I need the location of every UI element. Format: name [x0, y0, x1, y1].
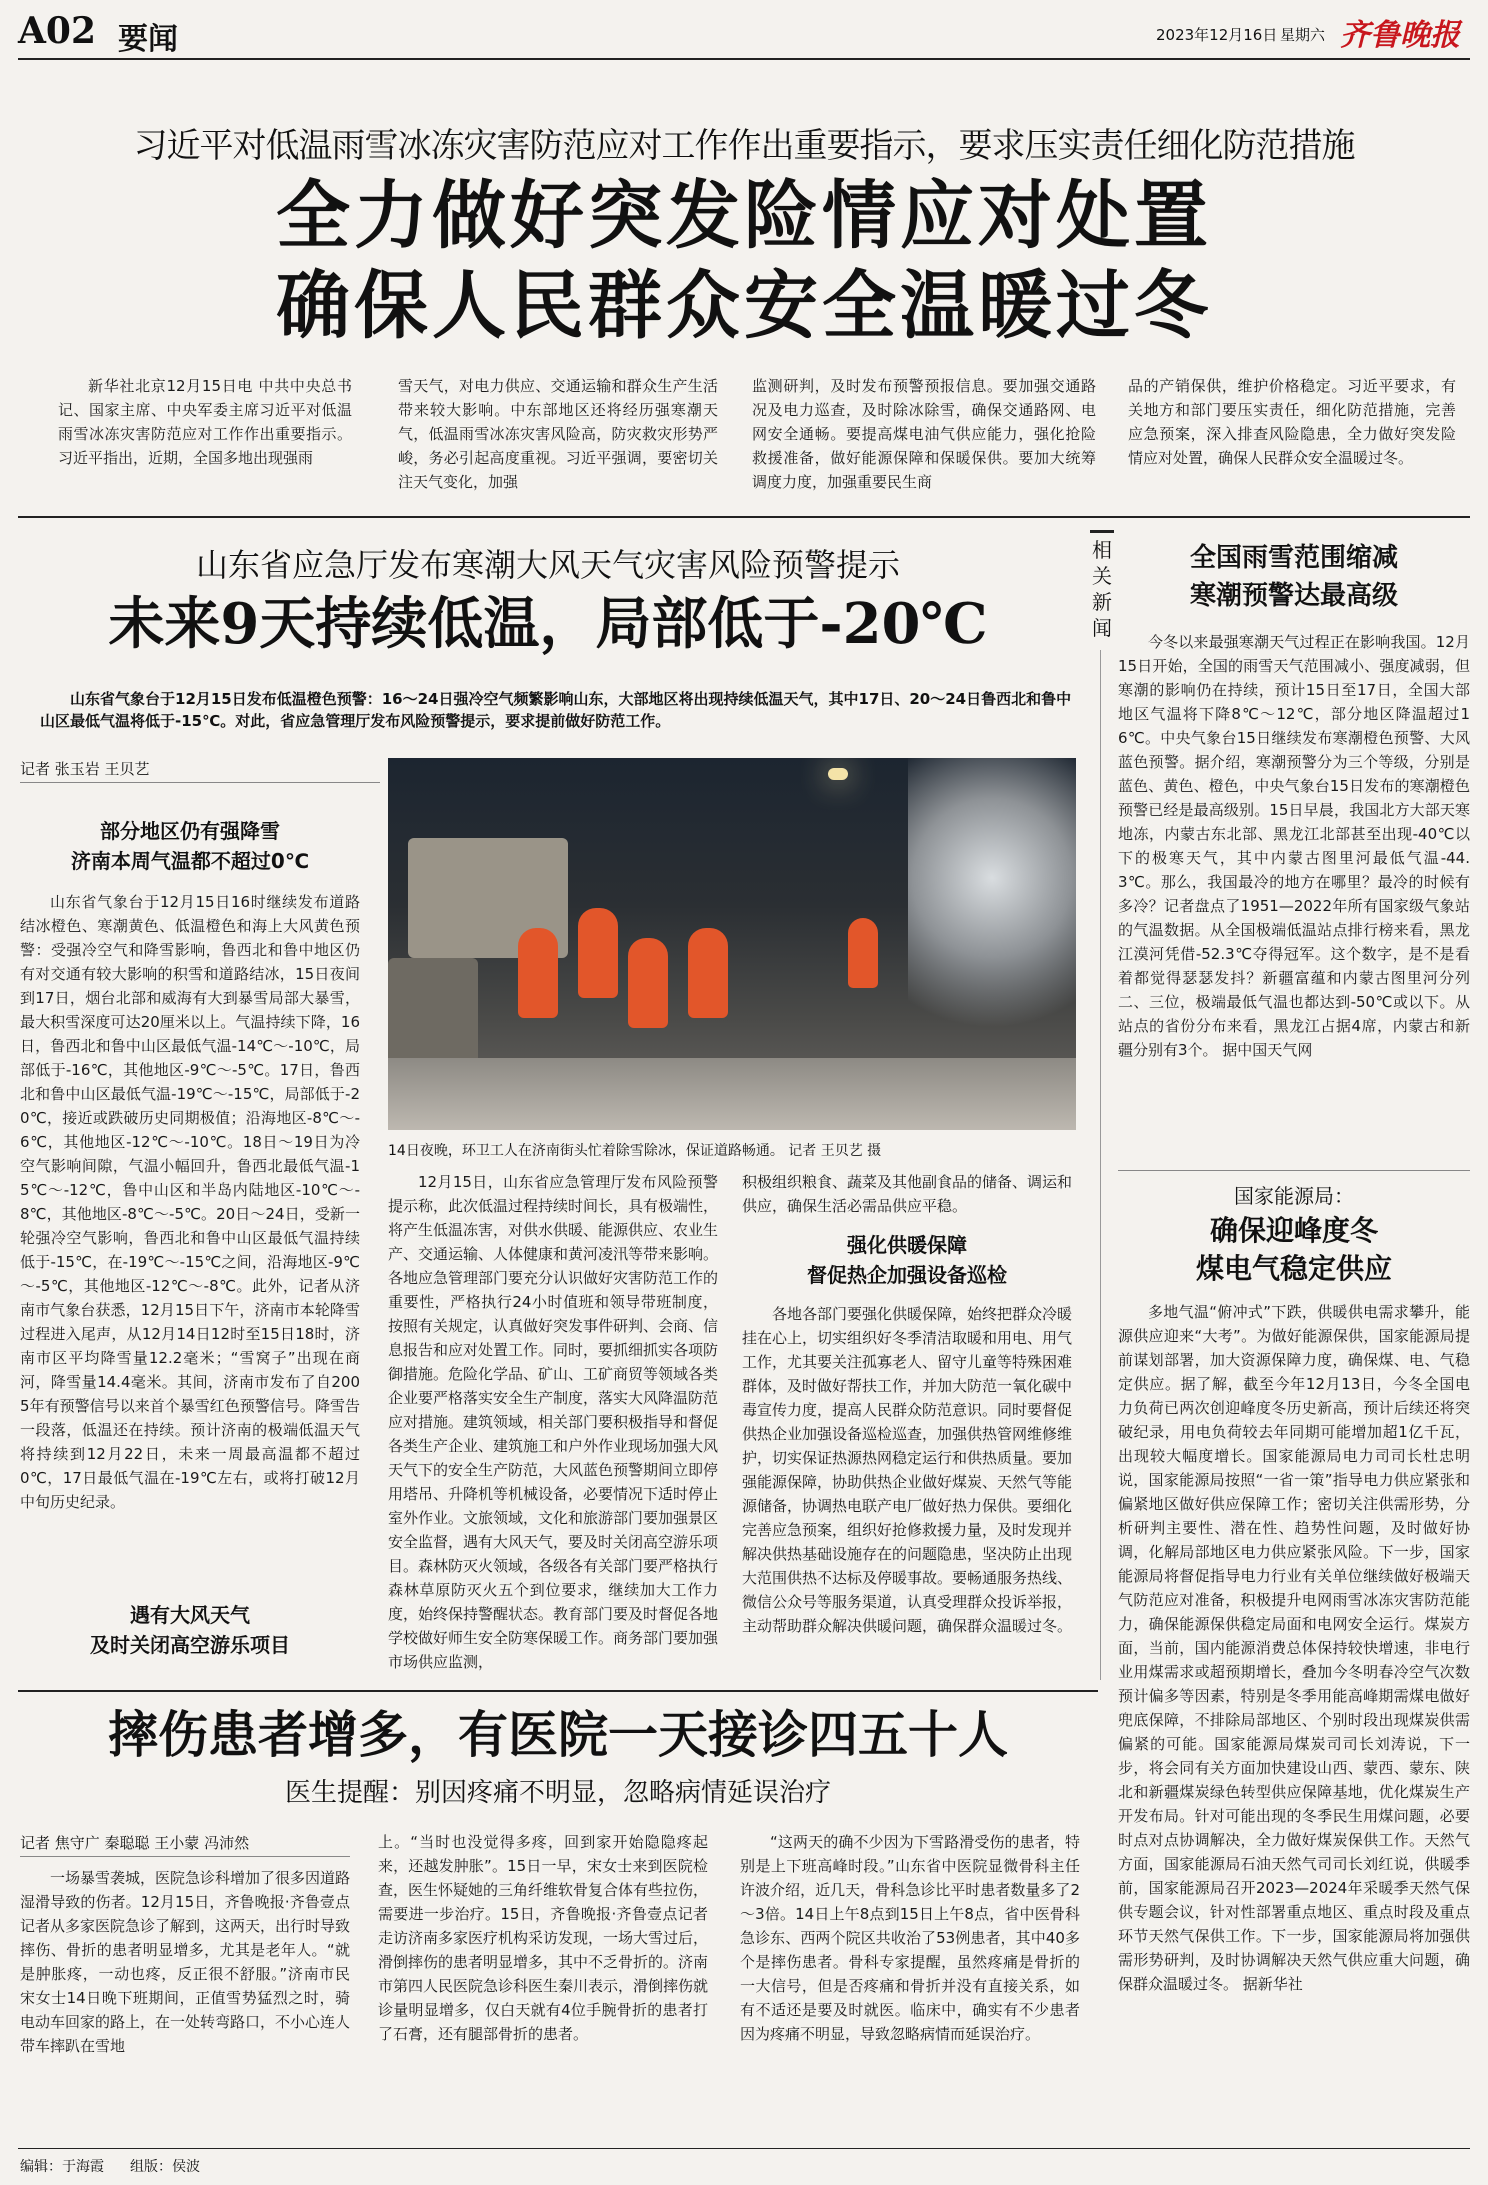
footer-rule: [18, 2148, 1470, 2149]
story2-byline: 记者 张玉岩 王贝艺: [20, 760, 150, 778]
story2-body-3a: 积极组织粮食、蔬菜及其他副食品的储备、调运和供应，确保生活必需品供应平稳。: [742, 1173, 1072, 1215]
photo-worker: [578, 908, 618, 998]
photo-snowy-tree: [908, 758, 1076, 1058]
story3-title: 摔伤患者增多，有医院一天接诊四五十人: [108, 1705, 1008, 1764]
story1-bottom-rule: [18, 516, 1470, 518]
story2-title: 未来9天持续低温，局部低于-20℃: [108, 591, 988, 657]
story3-byline-rule: [20, 1856, 350, 1857]
story3-byline: 记者 焦守广 秦聪聪 王小蒙 冯沛然: [20, 1834, 250, 1852]
story2-body-2: 12月15日，山东省应急管理厅发布风险预警提示称，此次低温过程持续时间长，具有极端性，将产生低温冻害，对供水供暖、能源供应、农业生产、交通运输、人体健康和黄河凌汛等带来影响。各地应急管理部门要充分认识做好灾害防范工作的重要性，严格执行24小时值班和领导带班制度，按照有关规定，认真做好突发事件研判、会商、信息报告和应对处置工作。同时，要抓细抓实各项防御措施。危险化学品、矿山、工矿商贸等领域各类企业要严格落实安全生产制度，落实大风降温防范应对措施。建筑领域，相关部门要积极指导和督促各类生产企业、建筑施工和户外作业现场加强大风天气下的安全生产防范，大风蓝色预警期间立即停用塔吊、升降机等机械设备，必要情况下适时停止室外作业。文旅领域，文化和旅游部门要加强景区安全监督，遇有大风天气，要及时关闭高空游乐项目。森林防灭火领域，各级各有关部门要严格执行森林草原防灭火五个到位要求，继续加大工作力度，始终保持警醒状态。教育部门要及时督促各地学校做好师生安全防寒保暖工作。商务部门要加强市场供应监测，: [388, 1173, 718, 1671]
story2-body-3b: 各地各部门要强化供暖保障，始终把群众冷暖挂在心上，切实组织好冬季清洁取暖和用电、用气工作，尤其要关注孤寡老人、留守儿童等特殊困难群体，及时做好帮扶工作，并加大防范一氧化碳中毒宣传力度，提高人民群众防范意识。同时要督促供热企业加强设备巡检巡查，加强供热管网维修维护，切实保证热源热网稳定运行和供热质量。要加强能源保障，协助供热企业做好煤炭、天然气等能源储备，协调热电联产电厂做好热力保供。要细化完善应急预案，组织好抢修救援力量，及时发现并解决供热基础设施存在的问题隐患，坚决防止出现大范围供热不达标及停暖事故。要畅通服务热线、微信公众号等服务渠道，认真受理群众投诉举报，主动帮助群众解决供暖问题，确保群众温暖过冬。: [742, 1305, 1072, 1635]
sidebar-divider-rule: [1118, 1170, 1470, 1171]
photo-caption: 14日夜晚，环卫工人在济南街头忙着除雪除冰，保证道路畅通。 记者 王贝艺 摄: [388, 1143, 882, 1159]
photo-street-light: [828, 768, 848, 780]
story2-subhead-3a: 强化供暖保障: [847, 1233, 967, 1257]
photo-snowy-road: [388, 1058, 1076, 1130]
sidebar-news1-body: 今冬以来最强寒潮天气过程正在影响我国。12月15日开始，全国的雨雪天气范围减小、强度减弱，但寒潮的影响仍在持续，预计15日至17日，全国大部地区气温将下降8℃～12℃，部分地区降温超过16℃。中央气象台15日继续发布寒潮橙色预警、大风蓝色预警。据介绍，寒潮预警分为三个等级，分别是蓝色、黄色、橙色，中央气象台15日发布的寒潮橙色预警已经是最高级别。15日早晨，我国北方大部天寒地冻，内蒙古东北部、黑龙江北部甚至出现-40℃以下的极寒天气，其中内蒙古图里河最低气温-44.3℃。那么，我国最冷的地方在哪里？最冷的时候有多冷？记者盘点了1951—2022年所有国家级气象站的气温数据。从全国极端低温站点排行榜来看，黑龙江漠河凭借-52.3℃夺得冠军。这个数字，是不是看着都觉得瑟瑟发抖？新疆富蕴和内蒙古图里河分列二、三位，极端最低气温也都达到-50℃或以下。从站点的省份分布来看，黑龙江占据4席，内蒙古和新疆分别有3个。 据中国天气网: [1118, 633, 1470, 1059]
sidebar-news1-title-1: 全国雨雪范围缩减: [1189, 543, 1398, 573]
photo-worker: [628, 938, 668, 1028]
story2-subhead-1a: 部分地区仍有强降雪: [100, 819, 280, 843]
photo-worker: [688, 928, 728, 1018]
story1-column-2: 雪天气，对电力供应、交通运输和群众生产生活带来较大影响。中东部地区还将经历强寒潮天气，低温雨雪冰冻灾害风险高，防灾救灾形势严峻，务必引起高度重视。习近平强调，要密切关注天气变化，加强: [398, 377, 718, 491]
story3-top-rule: [18, 1690, 1098, 1692]
story3-subtitle: 医生提醒：别因疼痛不明显，忽略病情延误治疗: [284, 1778, 831, 1808]
story2-lead: 山东省气象台于12月15日发布低温橙色预警：16～24日强冷空气频繁影响山东，大部地区将出现持续低温天气，其中17日、20～24日鲁西北和鲁中山区最低气温将低于-15℃。对此，省应急管理厅发布风险预警提示，要求提前做好防范工作。: [40, 690, 1072, 730]
story2-body-1: 山东省气象台于12月15日16时继续发布道路结冰橙色、寒潮黄色、低温橙色和海上大风黄色预警：受强冷空气和降雪影响，鲁西北和鲁中地区仍有对交通有较大影响的积雪和道路结冰，15日夜间到17日，烟台北部和威海有大到暴雪局部大暴雪，最大积雪深度可达20厘米以上。气温持续下降，16日，鲁西北和鲁中山区最低气温-14℃～-10℃，局部低于-16℃，其他地区-9℃～-5℃。17日，鲁西北和鲁中山区最低气温-19℃～-15℃，局部低于-20℃，接近或跌破历史同期极值；沿海地区-8℃～-6℃，其他地区-12℃～-10℃。18日～19日为冷空气影响间隙，气温小幅回升，鲁西北最低气温-15℃～-12℃，鲁中山区和半岛内陆地区-10℃～-8℃，其他地区-8℃～-5℃。20日～24日，受新一轮强冷空气影响，鲁西北和鲁中山区最低气温持续低于-15℃，在-19℃～-15℃之间，沿海地区-9℃～-5℃，其他地区-12℃～-8℃。此外，记者从济南市气象台获悉，12月15日下午，济南市本轮降雪过程进入尾声，从12月14日12时至15日18时，济南市区平均降雪量12.2毫米；“雪窝子”出现在商河，降雪量14.4毫米。其间，济南市发布了自2005年有预警信号以来首个暴雪红色预警信号。降雪告一段落，低温还在持续。预计济南的极端低温天气将持续到12月22日，未来一周最高温都不超过0℃，17日最低气温在-19℃左右，或将打破12月中旬历史纪录。: [20, 893, 360, 1511]
snow-clearing-photo: [388, 758, 1076, 1130]
section-name: 要闻: [118, 22, 178, 57]
story1-column-3: 监测研判，及时发布预警预报信息。要加强交通路况及电力巡查，及时除冰除雪，确保交通路网、电网安全通畅。要提高煤电油气供应能力，强化抢险救援准备，做好能源保障和保暖保供。要加大统筹调度力度，加强重要民生商: [752, 377, 1096, 491]
issue-date: 2023年12月16日: [1156, 26, 1278, 44]
photo-truck-cab: [388, 958, 478, 1068]
masthead: [18, 10, 1470, 60]
weekday: 星期六: [1280, 26, 1326, 44]
photo-worker: [518, 928, 558, 1018]
story1-title-1: 全力做好突发险情应对处置: [276, 173, 1212, 259]
story2-kicker: 山东省应急厅发布寒潮大风天气灾害风险预警提示: [195, 546, 900, 584]
page-number: A02: [18, 10, 97, 52]
footer-layout: 组版：侯波: [130, 2159, 200, 2175]
story2-subhead-2b: 及时关闭高空游乐项目: [90, 1633, 290, 1657]
masthead-rule: [18, 58, 1470, 60]
story1-kicker: 习近平对低温雨雪冰冻灾害防范应对工作作出重要指示，要求压实责任细化防范措施: [133, 126, 1355, 166]
sidebar-news2-kicker: 国家能源局：: [1234, 1184, 1354, 1208]
sidebar-news2-body: 多地气温“俯冲式”下跌，供暖供电需求攀升，能源供应迎来“大考”。为做好能源保供，国家能源局提前谋划部署，加大资源保障力度，确保煤、电、气稳定供应。据了解，截至今年12月13日，今冬全国电力负荷已两次创迎峰度冬历史新高，预计后续还将突破纪录，用电负荷较去年同期可能增加超1亿千瓦，出现较大幅度增长。国家能源局电力司司长杜忠明说，国家能源局按照“一省一策”指导电力供应紧张和偏紧地区做好供应保障工作；密切关注供需形势，分析研判主要性、潜在性、趋势性问题，及时做好协调，化解局部地区电力供应紧张风险。下一步，国家能源局将督促指导电力行业有关单位继续做好极端天气防范应对准备，积极提升电网雨雪冰冻灾害防范能力，确保能源保供稳定局面和电网安全运行。煤炭方面，当前，国内能源消费总体保持较快增速，非电行业用煤需求或超预期增长，叠加今冬明春冷空气次数预计偏多等因素，特别是冬季用能高峰期需煤电做好兜底保障，不排除局部地区、个别时段出现煤炭供需偏紧的可能。国家能源局煤炭司司长刘涛说，下一步，将会同有关方面加快建设山西、蒙西、蒙东、陕北和新疆煤炭绿色转型供应保障基地，优化煤炭生产开发布局。针对可能出现的冬季民生用煤问题，必要时点对点协调解决，全力做好煤炭保供工作。天然气方面，国家能源局石油天然气司司长刘红说，供暖季前，国家能源局召开2023—2024年采暖季天然气保供专题会议，针对性部署重点地区、重点时段及重点环节天然气保供工作。下一步，国家能源局将加强供需形势研判，及时协调解决天然气供应重大问题，确保群众温暖过冬。 据新华社: [1118, 1303, 1470, 1993]
photo-worker: [848, 918, 878, 988]
sidebar-divider: [1100, 650, 1101, 1680]
story1-title-2: 确保人民群众安全温暖过冬: [276, 263, 1212, 349]
sidebar-news2-title-2: 煤电气稳定供应: [1195, 1252, 1392, 1285]
story2-byline-rule: [20, 782, 380, 783]
story2-subhead-1b: 济南本周气温都不超过0℃: [70, 849, 310, 873]
story2-subhead-3b: 督促热企加强设备巡检: [807, 1263, 1007, 1287]
paper-logo: 齐鲁晚报: [1340, 18, 1460, 53]
story3-column-3: “这两天的确不少因为下雪路滑受伤的患者，特别是上下班高峰时段。”山东省中医院显微骨科主任许波介绍，近几天，骨科急诊比平时患者数量多了2～3倍。14日上午8点到15日上午8点，省中医骨科急诊东、西两个院区共收治了53例患者，其中40多个是摔伤患者。骨科专家提醒，虽然疼痛是骨折的一大信号，但是否疼痛和骨折并没有直接关系，如有不适还是要及时就医。临床中，确实有不少患者因为疼痛不明显，导致忽略病情而延误治疗。: [740, 1833, 1080, 2043]
story1-column-1: 新华社北京12月15日电 中共中央总书记、国家主席、中央军委主席习近平对低温雨雪冰冻灾害防范应对工作作出重要指示。习近平指出，近期，全国多地出现强雨: [58, 377, 352, 467]
story3-column-2: 上。“当时也没觉得多疼，回到家开始隐隐疼起来，还越发肿胀”。15日一早，宋女士来到医院检查，医生怀疑她的三角纤维软骨复合体有些拉伤，需要进一步治疗。15日，齐鲁晚报·齐鲁壹点记者走访济南多家医疗机构采访发现，一场大雪过后，滑倒摔伤的患者明显增多，其中不乏骨折的。济南市第四人民医院急诊科医生秦川表示，滑倒摔伤就诊量明显增多，仅白天就有4位手腕骨折的患者打了石膏，还有腿部骨折的患者。: [378, 1833, 708, 2043]
related-news-tag: 相关新闻: [1090, 530, 1114, 641]
footer-editor: 编辑：于海霞: [20, 2159, 104, 2175]
sidebar-news2-title-1: 确保迎峰度冬: [1209, 1214, 1378, 1247]
story1-column-4: 品的产销保供，维护价格稳定。习近平要求，有关地方和部门要压实责任，细化防范措施，完善应急预案，深入排查风险隐患，全力做好突发险情应对处置，确保人民群众安全温暖过冬。: [1128, 377, 1456, 467]
sidebar-news1-title-2: 寒潮预警达最高级: [1189, 581, 1398, 611]
story2-subhead-2a: 遇有大风天气: [130, 1603, 250, 1627]
story3-column-1: 一场暴雪袭城，医院急诊科增加了很多因道路湿滑导致的伤者。12月15日，齐鲁晚报·齐鲁壹点记者从多家医院急诊了解到，这两天，出行时导致摔伤、骨折的患者明显增多，尤其是老年人。“就是肿胀疼，一动也疼，反正很不舒服。”济南市民宋女士14日晚下班期间，正值雪势猛烈之时，骑电动车回家的路上，在一处转弯路口，不小心连人带车摔趴在雪地: [20, 1869, 350, 2055]
